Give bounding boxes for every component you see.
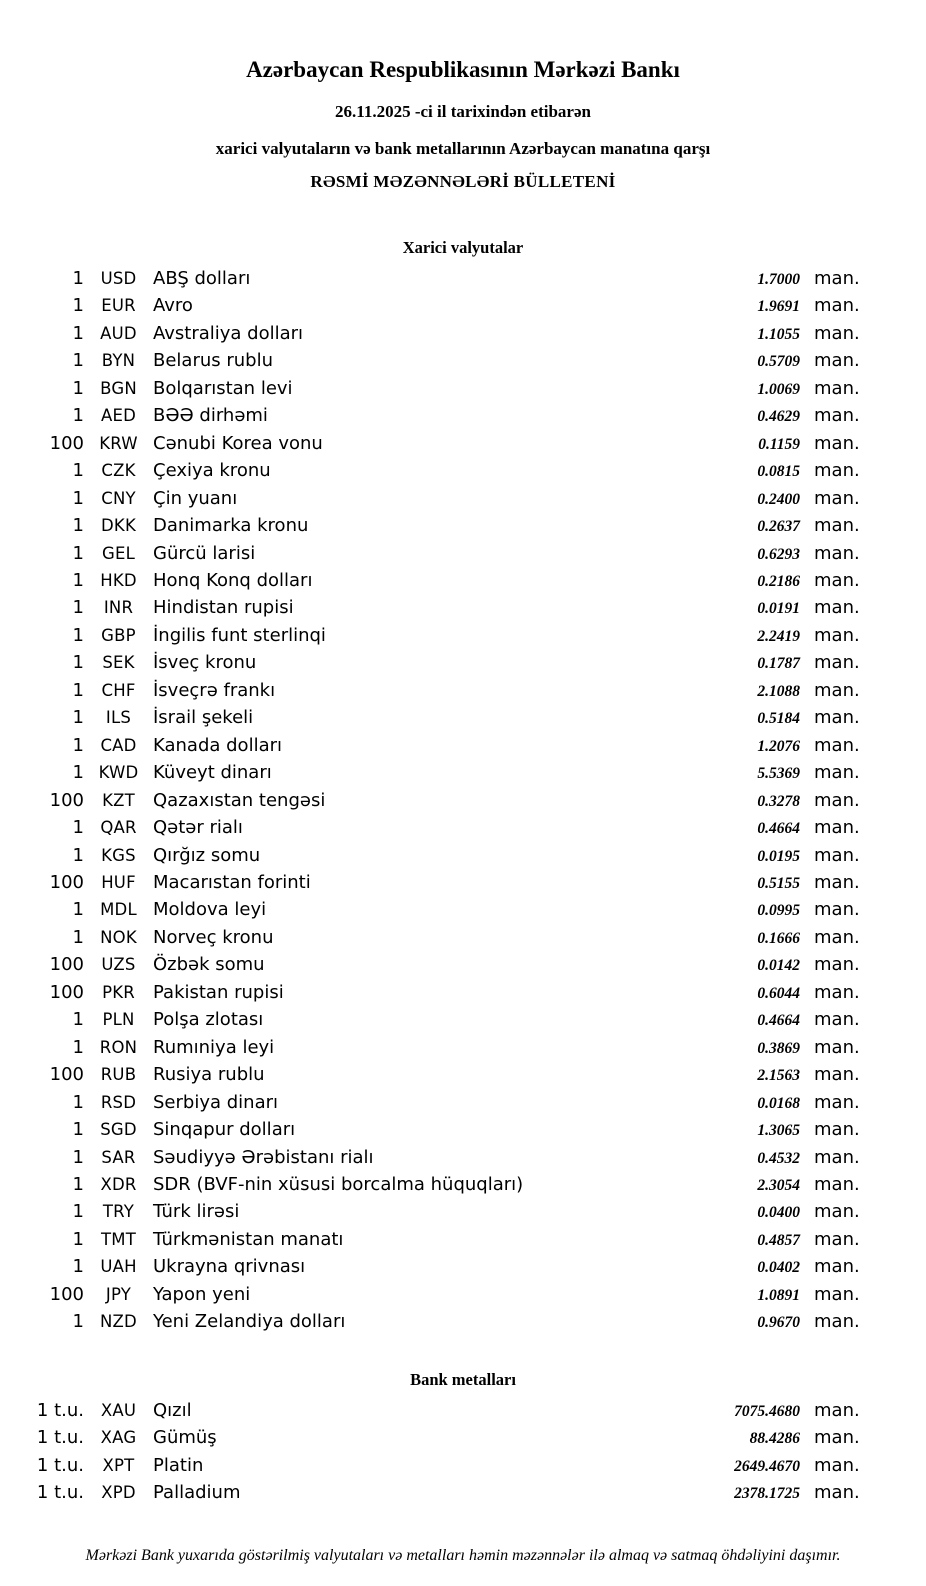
quantity-cell: 1: [72, 487, 84, 509]
unit-cell: man.: [814, 569, 860, 591]
currency-row: [0, 540, 863, 567]
rate-cell: 0.0815: [757, 463, 800, 481]
name-cell: Macarıstan forinti: [153, 871, 311, 893]
currency-row: [0, 1061, 863, 1088]
unit-cell: man.: [814, 1009, 860, 1031]
quantity-cell: 1: [72, 405, 84, 427]
unit-cell: man.: [814, 1064, 860, 1086]
name-cell: Qızıl: [153, 1399, 192, 1421]
code-cell: AUD: [100, 323, 137, 343]
code-cell: GEL: [101, 543, 135, 563]
name-cell: İngilis funt sterlinqi: [153, 624, 326, 646]
quantity-cell: 1: [72, 624, 84, 646]
rate-cell: 0.9670: [757, 1314, 800, 1332]
currencies-section-title: Xarici valyutalar: [402, 238, 524, 257]
currency-row: [0, 1308, 863, 1335]
document-header: [0, 56, 926, 192]
unit-cell: man.: [814, 268, 860, 289]
name-cell: Gürcü larisi: [153, 542, 256, 564]
currency-row: [0, 485, 863, 512]
quantity-cell: 1 t.u.: [36, 1399, 84, 1421]
currency-row: [0, 1089, 863, 1116]
rate-cell: 2.1563: [757, 1067, 800, 1085]
name-cell: Yeni Zelandiya dolları: [153, 1311, 346, 1333]
name-cell: ABŞ dolları: [153, 268, 251, 289]
rate-cell: 1.7000: [757, 271, 800, 288]
name-cell: Küveyt dinarı: [153, 762, 272, 784]
rate-cell: 2378.1725: [734, 1485, 800, 1503]
rate-cell: 0.5155: [757, 874, 800, 892]
currency-row: [0, 951, 863, 978]
code-cell: PKR: [102, 982, 135, 1002]
rate-cell: 0.4629: [757, 408, 800, 426]
quantity-cell: 1: [72, 460, 84, 482]
name-cell: İsrail şekeli: [153, 707, 254, 729]
rate-cell: 0.6293: [757, 545, 800, 563]
unit-cell: man.: [814, 789, 860, 811]
unit-cell: man.: [814, 981, 860, 1003]
unit-cell: man.: [814, 624, 860, 646]
currency-row: [0, 1171, 863, 1198]
currency-row: [0, 787, 863, 814]
unit-cell: man.: [814, 515, 860, 537]
quantity-cell: 1: [72, 350, 84, 372]
quantity-cell: 1: [72, 844, 84, 866]
code-cell: RON: [99, 1037, 138, 1057]
unit-cell: man.: [814, 1482, 860, 1504]
quantity-cell: 1: [72, 899, 84, 921]
name-cell: Kanada dolları: [153, 734, 283, 756]
name-cell: İsveçrə frankı: [153, 679, 276, 701]
currency-row: [0, 1281, 863, 1308]
rate-cell: 0.0191: [757, 600, 800, 618]
currency-row: [0, 704, 863, 731]
unit-cell: man.: [814, 1091, 860, 1113]
unit-cell: man.: [814, 734, 860, 756]
currency-row: [0, 1116, 863, 1143]
code-cell: INR: [103, 598, 134, 618]
name-cell: Türkmənistan manatı: [153, 1228, 344, 1250]
currency-row: [0, 567, 863, 594]
currency-row: [0, 265, 863, 292]
name-cell: Səudiyyə Ərəbistanı rialı: [153, 1146, 374, 1168]
name-cell: Özbək somu: [153, 954, 265, 976]
currency-table: [0, 265, 926, 1336]
unit-cell: man.: [814, 899, 860, 921]
currency-row: [0, 869, 863, 896]
code-cell: GBP: [101, 625, 136, 645]
name-cell: Bolqarıstan levi: [153, 377, 293, 399]
rate-cell: 0.0995: [757, 902, 800, 920]
name-cell: Rumıniya leyi: [153, 1036, 275, 1058]
currency-row: [0, 622, 863, 649]
name-cell: Moldova leyi: [153, 899, 267, 921]
quantity-cell: 100: [49, 871, 84, 893]
name-cell: Serbiya dinarı: [153, 1091, 278, 1113]
rate-cell: 1.1055: [757, 325, 800, 343]
unit-cell: man.: [814, 817, 860, 839]
code-cell: RUB: [100, 1065, 137, 1085]
unit-cell: man.: [814, 762, 860, 784]
unit-cell: man.: [814, 1256, 860, 1278]
rate-cell: 0.3278: [757, 792, 800, 810]
quantity-cell: 100: [49, 432, 84, 454]
name-cell: Qazaxıstan tengəsi: [153, 789, 326, 811]
name-cell: Avro: [153, 295, 193, 317]
unit-cell: man.: [814, 679, 860, 701]
code-cell: EUR: [101, 296, 136, 316]
quantity-cell: 1: [72, 569, 84, 591]
quantity-cell: 1: [72, 652, 84, 674]
quantity-cell: 100: [49, 1064, 84, 1086]
name-cell: İsveç kronu: [153, 652, 257, 674]
bulletin-subtitle: xarici valyutaların və bank metallarının Azərbaycan manatına qarşı: [215, 139, 711, 158]
code-cell: JPY: [105, 1284, 132, 1304]
code-cell: CZK: [101, 461, 136, 481]
code-cell: PLN: [102, 1010, 135, 1030]
name-cell: Qırğız somu: [153, 844, 261, 866]
quantity-cell: 1: [72, 1228, 84, 1250]
name-cell: Sinqapur dolları: [153, 1119, 296, 1141]
quantity-cell: 100: [49, 981, 84, 1003]
unit-cell: man.: [814, 377, 860, 399]
metal-row: [0, 1452, 863, 1479]
name-cell: Gümüş: [153, 1427, 217, 1449]
quantity-cell: 1: [72, 1256, 84, 1278]
quantity-cell: 1 t.u.: [36, 1454, 84, 1476]
code-cell: KWD: [98, 763, 139, 783]
unit-cell: man.: [814, 1311, 860, 1333]
metal-table: [0, 1397, 926, 1507]
quantity-cell: 1 t.u.: [36, 1427, 84, 1449]
currency-row: [0, 1226, 863, 1253]
name-cell: Çexiya kronu: [153, 460, 271, 482]
document-footer: [0, 1546, 926, 1566]
rate-cell: 0.0195: [757, 847, 800, 865]
rate-cell: 0.4664: [757, 1012, 800, 1030]
code-cell: KRW: [99, 433, 138, 453]
unit-cell: man.: [814, 1228, 860, 1250]
code-cell: QAR: [100, 818, 137, 838]
name-cell: Belarus rublu: [153, 350, 274, 372]
rate-cell: 0.2637: [757, 518, 800, 536]
code-cell: ILS: [105, 708, 132, 728]
rate-cell: 2.1088: [757, 682, 800, 700]
rate-cell: 1.3065: [757, 1122, 800, 1140]
quantity-cell: 1: [72, 1119, 84, 1141]
unit-cell: man.: [814, 871, 860, 893]
currency-row: [0, 457, 863, 484]
bank-title: Azərbaycan Respublikasının Mərkəzi Bankı: [246, 57, 680, 82]
quantity-cell: 1: [72, 1091, 84, 1113]
quantity-cell: 1 t.u.: [36, 1482, 84, 1504]
rate-cell: 0.0400: [757, 1204, 800, 1222]
code-cell: TRY: [102, 1202, 135, 1222]
code-cell: SGD: [100, 1120, 137, 1140]
code-cell: XAU: [100, 1400, 137, 1420]
unit-cell: man.: [814, 350, 860, 372]
rate-cell: 0.1787: [757, 655, 800, 673]
currency-row: [0, 677, 863, 704]
rate-cell: 0.4664: [757, 820, 800, 838]
name-cell: Çin yuanı: [153, 487, 238, 509]
rate-cell: 0.1159: [758, 435, 800, 453]
rate-cell: 0.5709: [757, 353, 800, 371]
currency-row: [0, 1144, 863, 1171]
name-cell: Hindistan rupisi: [153, 597, 294, 619]
quantity-cell: 1: [72, 707, 84, 729]
name-cell: Pakistan rupisi: [153, 981, 284, 1003]
name-cell: Cənubi Korea vonu: [153, 432, 323, 454]
currencies-section: [0, 237, 926, 1336]
metal-row: [0, 1479, 863, 1506]
currency-row: [0, 896, 863, 923]
metals-section-title: Bank metalları: [410, 1369, 516, 1389]
quantity-cell: 1: [72, 295, 84, 317]
code-cell: CHF: [101, 680, 136, 700]
unit-cell: man.: [814, 1173, 860, 1195]
code-cell: XAG: [100, 1428, 137, 1448]
bulletin-title: RƏSMİ MƏZƏNNƏLƏRİ BÜLLETENİ: [310, 172, 616, 191]
rate-cell: 88.4286: [749, 1430, 800, 1448]
unit-cell: man.: [814, 1146, 860, 1168]
quantity-cell: 1: [72, 377, 84, 399]
name-cell: Norveç kronu: [153, 926, 274, 948]
rate-cell: 1.9691: [757, 298, 800, 316]
name-cell: Danimarka kronu: [153, 515, 309, 537]
code-cell: BGN: [100, 378, 137, 398]
currency-row: [0, 732, 863, 759]
currency-row: [0, 320, 863, 347]
currency-row: [0, 979, 863, 1006]
metal-row: [0, 1424, 863, 1451]
unit-cell: man.: [814, 1119, 860, 1141]
currency-row: [0, 842, 863, 869]
code-cell: KGS: [101, 845, 136, 865]
quantity-cell: 1: [72, 817, 84, 839]
currency-row: [0, 375, 863, 402]
currency-row: [0, 924, 863, 951]
quantity-cell: 100: [49, 1283, 84, 1305]
unit-cell: man.: [814, 405, 860, 427]
unit-cell: man.: [814, 707, 860, 729]
rate-cell: 0.2186: [757, 572, 800, 590]
currency-row: [0, 347, 863, 374]
quantity-cell: 1: [72, 322, 84, 344]
rate-cell: 1.0891: [757, 1286, 800, 1304]
unit-cell: man.: [814, 1399, 860, 1421]
code-cell: UZS: [101, 955, 136, 975]
code-cell: AED: [100, 406, 137, 426]
code-cell: XPD: [101, 1483, 136, 1503]
currency-row: [0, 1253, 863, 1280]
unit-cell: man.: [814, 1454, 860, 1476]
code-cell: CNY: [101, 488, 136, 508]
quantity-cell: 100: [49, 789, 84, 811]
currency-row: [0, 1034, 863, 1061]
quantity-cell: 1: [72, 762, 84, 784]
unit-cell: man.: [814, 322, 860, 344]
currency-row: [0, 759, 863, 786]
currency-row: [0, 649, 863, 676]
code-cell: HKD: [100, 570, 137, 590]
unit-cell: man.: [814, 1427, 860, 1449]
unit-cell: man.: [814, 1036, 860, 1058]
rate-cell: 2.2419: [757, 627, 800, 645]
unit-cell: man.: [814, 432, 860, 454]
code-cell: BYN: [101, 351, 136, 371]
unit-cell: man.: [814, 542, 860, 564]
rate-cell: 2.3054: [757, 1176, 800, 1194]
unit-cell: man.: [814, 295, 860, 317]
code-cell: NOK: [100, 927, 137, 947]
unit-cell: man.: [814, 844, 860, 866]
rate-cell: 0.3869: [757, 1039, 800, 1057]
code-cell: MDL: [100, 900, 137, 920]
name-cell: Platin: [153, 1454, 204, 1476]
rate-cell: 0.0168: [757, 1094, 800, 1112]
code-cell: DKK: [101, 516, 136, 536]
code-cell: XPT: [102, 1455, 135, 1475]
code-cell: XDR: [100, 1174, 137, 1194]
code-cell: TMT: [101, 1229, 136, 1249]
code-cell: NZD: [100, 1312, 137, 1332]
rate-cell: 1.0069: [757, 380, 800, 398]
code-cell: RSD: [100, 1092, 137, 1112]
currency-row: [0, 1198, 863, 1225]
currency-row: [0, 292, 863, 319]
unit-cell: man.: [814, 597, 860, 619]
code-cell: CAD: [100, 735, 137, 755]
rate-cell: 0.6044: [757, 984, 800, 1002]
quantity-cell: 100: [49, 954, 84, 976]
name-cell: Qətər rialı: [153, 817, 243, 839]
effective-date: 26.11.2025 -ci il tarixindən etibarən: [335, 102, 591, 121]
rate-cell: 1.2076: [757, 737, 800, 755]
currency-row: [0, 814, 863, 841]
quantity-cell: 1: [72, 1311, 84, 1333]
rate-cell: 0.5184: [757, 710, 800, 728]
metal-row: [0, 1397, 863, 1424]
currency-row: [0, 430, 863, 457]
rate-cell: 0.0142: [757, 957, 800, 975]
rate-cell: 0.1666: [757, 929, 800, 947]
disclaimer-text: Mərkəzi Bank yuxarıda göstərilmiş valyutaları və metalları həmin məzənnələr ilə almaq və satmaq öhdəliyini daşımır.: [85, 1547, 841, 1565]
rate-cell: 0.2400: [757, 490, 800, 508]
code-cell: USD: [100, 269, 137, 288]
unit-cell: man.: [814, 1283, 860, 1305]
name-cell: Türk lirəsi: [153, 1201, 240, 1223]
quantity-cell: 1: [72, 1146, 84, 1168]
name-cell: Rusiya rublu: [153, 1064, 265, 1086]
rate-cell: 7075.4680: [734, 1402, 800, 1420]
quantity-cell: 1: [72, 1173, 84, 1195]
unit-cell: man.: [814, 1201, 860, 1223]
quantity-cell: 1: [72, 597, 84, 619]
rate-cell: 5.5369: [757, 765, 800, 783]
currency-row: [0, 1006, 863, 1033]
code-cell: HUF: [101, 872, 136, 892]
unit-cell: man.: [814, 487, 860, 509]
quantity-cell: 1: [72, 679, 84, 701]
code-cell: KZT: [102, 790, 135, 810]
name-cell: Avstraliya dolları: [153, 322, 304, 344]
name-cell: SDR (BVF-nin xüsusi borcalma hüquqları): [153, 1173, 524, 1195]
quantity-cell: 1: [72, 1009, 84, 1031]
rate-cell: 0.4532: [757, 1149, 800, 1167]
unit-cell: man.: [814, 460, 860, 482]
quantity-cell: 1: [72, 1201, 84, 1223]
unit-cell: man.: [814, 954, 860, 976]
currency-row: [0, 594, 863, 621]
quantity-cell: 1: [72, 268, 84, 289]
quantity-cell: 1: [72, 926, 84, 948]
rate-cell: 0.0402: [757, 1259, 800, 1277]
currency-row: [0, 402, 863, 429]
currency-row: [0, 512, 863, 539]
name-cell: Palladium: [153, 1482, 241, 1504]
rate-cell: 0.4857: [757, 1231, 800, 1249]
name-cell: Ukrayna qrivnası: [153, 1256, 306, 1278]
code-cell: SAR: [101, 1147, 136, 1167]
quantity-cell: 1: [72, 515, 84, 537]
name-cell: BƏƏ dirhəmi: [153, 405, 268, 427]
quantity-cell: 1: [72, 734, 84, 756]
name-cell: Polşa zlotası: [153, 1009, 264, 1031]
unit-cell: man.: [814, 926, 860, 948]
rate-cell: 2649.4670: [734, 1457, 800, 1475]
name-cell: Yapon yeni: [153, 1283, 251, 1305]
quantity-cell: 1: [72, 542, 84, 564]
unit-cell: man.: [814, 652, 860, 674]
code-cell: SEK: [102, 653, 135, 673]
code-cell: UAH: [100, 1257, 137, 1277]
name-cell: Honq Konq dolları: [153, 569, 313, 591]
metals-section: [0, 1369, 926, 1507]
quantity-cell: 1: [72, 1036, 84, 1058]
